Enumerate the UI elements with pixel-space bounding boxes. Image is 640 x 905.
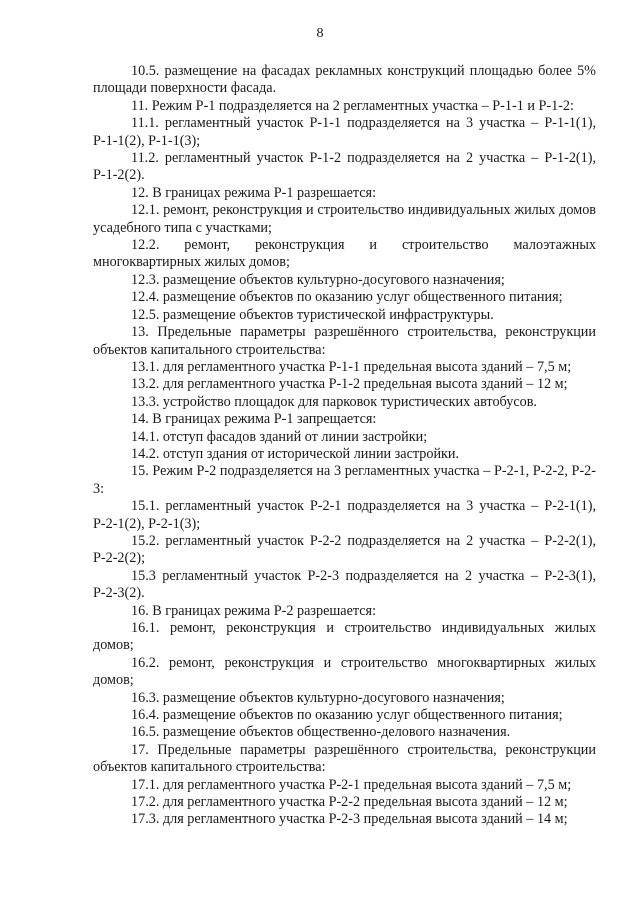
- page-number: 8: [316, 26, 324, 41]
- paragraph-16-1: 16.1. ремонт, реконструкция и строительство индивидуальных жилых домов;: [93, 620, 596, 654]
- paragraph-12-2: 12.2. ремонт, реконструкция и строительство малоэтажных многоквартирных жилых домов;: [93, 237, 596, 271]
- paragraph-11-2: 11.2. регламентный участок Р-1-2 подразделяется на 2 участка – Р-1-2(1), Р-1-2(2).: [93, 150, 596, 184]
- paragraph-14-2: 14.2. отступ здания от исторической линии застройки.: [131, 445, 460, 462]
- document-body: [93, 63, 596, 829]
- paragraph-15-1: 15.1. регламентный участок Р-2-1 подразделяется на 3 участка – Р-2-1(1), Р-2-1(2), Р-2-1(3);: [93, 498, 596, 532]
- paragraph-12: 12. В границах режима Р-1 разрешается:: [131, 184, 377, 201]
- paragraph-12-1: 12.1. ремонт, реконструкция и строительство индивидуальных жилых домов усадебного типа с участками;: [93, 202, 596, 236]
- paragraph-16: 16. В границах режима Р-2 разрешается:: [131, 602, 377, 619]
- paragraph-17: 17. Предельные параметры разрешённого строительства, реконструкции объектов капитального строительства:: [93, 741, 596, 776]
- paragraph-10-5: 10.5. размещение на фасадах рекламных конструкций площадью более 5% площади поверхности фасада.: [93, 63, 596, 97]
- paragraph-17-1: 17.1. для регламентного участка Р-2-1 предельная высота зданий – 7,5 м;: [131, 776, 572, 793]
- paragraph-13-2: 13.2. для регламентного участка Р-1-2 предельная высота зданий – 12 м;: [131, 376, 568, 393]
- paragraph-14: 14. В границах режима Р-1 запрещается:: [131, 411, 377, 428]
- paragraph-16-4: 16.4. размещение объектов по оказанию услуг общественного питания;: [131, 707, 563, 724]
- paragraph-15-3: 15.3 регламентный участок Р-2-3 подразделяется на 2 участка – Р-2-3(1), Р-2-3(2).: [93, 567, 596, 602]
- paragraph-11: 11. Режим Р-1 подразделяется на 2 регламентных участка – Р-1-1 и Р-1-2:: [131, 97, 574, 114]
- paragraph-17-3: 17.3. для регламентного участка Р-2-3 предельная высота зданий – 14 м;: [131, 811, 568, 828]
- paragraph-15-2: 15.2. регламентный участок Р-2-2 подразделяется на 2 участка – Р-2-2(1), Р-2-2(2);: [93, 532, 596, 567]
- paragraph-12-4: 12.4. размещение объектов по оказанию услуг общественного питания;: [131, 289, 563, 306]
- paragraph-17-2: 17.2. для регламентного участка Р-2-2 предельная высота зданий – 12 м;: [131, 794, 568, 811]
- paragraph-11-1: 11.1. регламентный участок Р-1-1 подразделяется на 3 участка – Р-1-1(1), Р-1-1(2), Р-1-1(3);: [93, 115, 596, 149]
- paragraph-16-5: 16.5. размещение объектов общественно-делового назначения.: [131, 724, 511, 741]
- paragraph-16-3: 16.3. размещение объектов культурно-досугового назначения;: [131, 689, 505, 706]
- paragraph-13: 13. Предельные параметры разрешённого строительства, реконструкции объектов капитального строительства:: [93, 324, 596, 358]
- paragraph-13-3: 13.3. устройство площадок для парковок туристических автобусов.: [131, 393, 537, 410]
- paragraph-12-3: 12.3. размещение объектов культурно-досугового назначения;: [131, 271, 505, 288]
- paragraph-12-5: 12.5. размещение объектов туристической инфраструктуры.: [131, 306, 494, 323]
- paragraph-14-1: 14.1. отступ фасадов зданий от линии застройки;: [131, 428, 428, 445]
- paragraph-13-1: 13.1. для регламентного участка Р-1-1 предельная высота зданий – 7,5 м;: [131, 358, 572, 375]
- paragraph-15: 15. Режим Р-2 подразделяется на 3 регламентных участка – Р-2-1, Р-2-2, Р-2-3:: [93, 463, 596, 497]
- paragraph-16-2: 16.2. ремонт, реконструкция и строительство многоквартирных жилых домов;: [93, 654, 596, 689]
